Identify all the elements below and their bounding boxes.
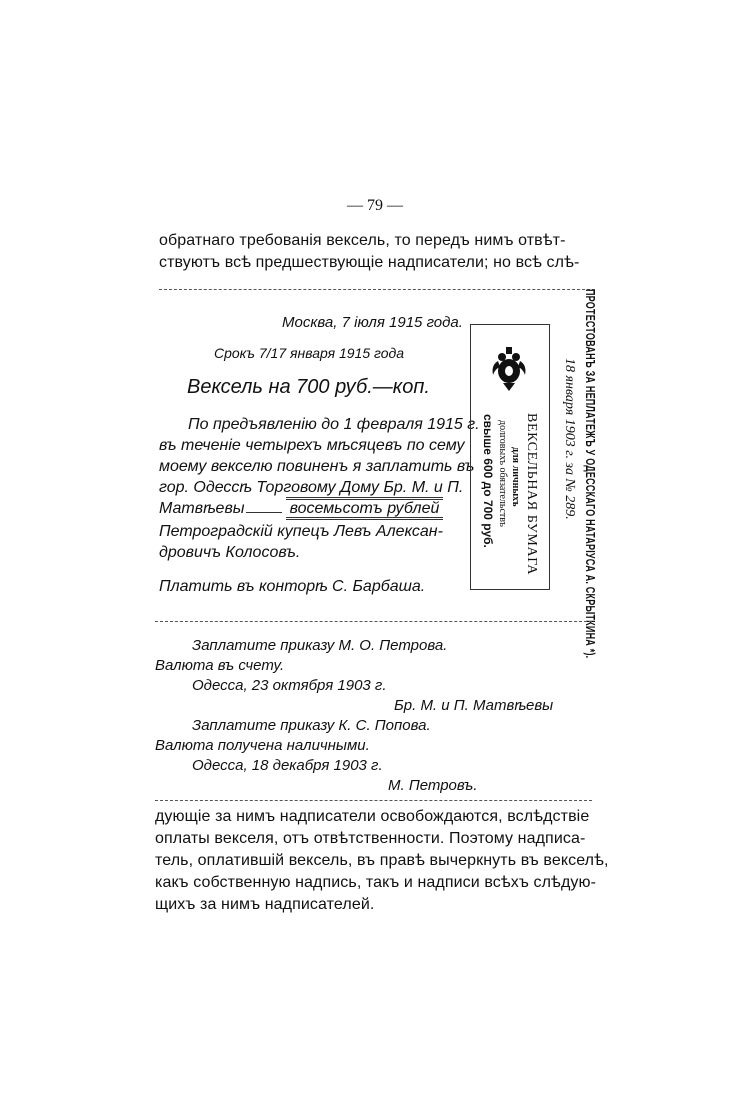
bill-payee-row — [159, 500, 443, 518]
bill-signer: Петроградскій купецъ Левъ Алексан- — [159, 523, 443, 540]
stamp-title: ВЕКСЕЛЬНАЯ БУМАГА — [524, 413, 539, 576]
bill-line: въ теченіе четырехъ мѣсяцевъ по сему — [159, 437, 465, 454]
paragraph-line: оплаты векселя, отъ отвѣтственности. Поэтому надписа- — [155, 830, 586, 847]
bill-payee-name: Матвѣевы — [159, 500, 245, 517]
protest-title: ПРОТЕСТОВАНЪ ЗА НЕПЛАТЕЖЪ У ОДЕССКАГО НАТАРІУСА А. СКРЫТКИНА *). — [583, 289, 597, 659]
page-number: — 79 — — [347, 197, 403, 214]
endorsement-signature: Бр. М. и П. Матвѣевы — [394, 697, 554, 714]
bill-line: гор. Одессѣ Торговому Дому Бр. М. и П. — [159, 479, 464, 496]
paragraph-line: какъ собственную надпись, такъ и надписи всѣхъ слѣдую- — [155, 874, 597, 891]
divider-middle — [155, 621, 592, 622]
endorsement-value: Валюта получена наличными. — [155, 737, 370, 754]
protest-date: 18 января 1903 г. за № 289. — [562, 358, 577, 520]
endorsement-order: Заплатите приказу М. О. Петрова. — [192, 637, 448, 654]
bill-place-date: Москва, 7 іюля 1915 года. — [282, 314, 463, 331]
stamp-line: свыше 600 до 700 руб. — [481, 414, 495, 548]
stamp-paper — [470, 324, 550, 590]
paragraph-line: ствуютъ всѣ предшествующіе надписатели; но всѣ слѣ- — [159, 254, 580, 271]
paragraph-line: обратнаго требованія вексель, то передъ нимъ отвѣт- — [159, 232, 566, 249]
paragraph-line: щихъ за нимъ надписателей. — [155, 896, 375, 913]
bill-payable-at: Платить въ конторѣ С. Барбаша. — [159, 578, 426, 595]
bill-heading: Вексель на 700 руб.—коп. — [187, 376, 430, 398]
stamp-line: долговыхъ обязательствъ — [497, 420, 508, 527]
divider-top — [159, 289, 595, 290]
divider-bottom — [155, 800, 592, 801]
bill-signer: дровичъ Колосовъ. — [159, 544, 301, 561]
paragraph-line: дующіе за нимъ надписатели освобождаются, вслѣдствіе — [155, 808, 590, 825]
stamp-line: для личныхъ — [510, 447, 521, 507]
bill-amount-words: восемьсотъ рублей — [286, 497, 444, 520]
endorsement-signature: М. Петровъ. — [388, 777, 478, 794]
paragraph-line: тель, оплатившій вексель, въ правѣ вычеркнуть въ векселѣ, — [155, 852, 609, 869]
endorsement-value: Валюта въ счету. — [155, 657, 285, 674]
double-headed-eagle-icon — [489, 345, 529, 393]
endorsement-order: Заплатите приказу К. С. Попова. — [192, 717, 431, 734]
bill-term: Срокъ 7/17 января 1915 года — [214, 345, 405, 361]
bill-line: моему векселю повиненъ я заплатить въ — [159, 458, 475, 475]
endorsement-place-date: Одесса, 18 декабря 1903 г. — [192, 757, 383, 774]
endorsement-place-date: Одесса, 23 октября 1903 г. — [192, 677, 387, 694]
bill-line: По предъявленію до 1 февраля 1915 г. — [188, 416, 480, 433]
